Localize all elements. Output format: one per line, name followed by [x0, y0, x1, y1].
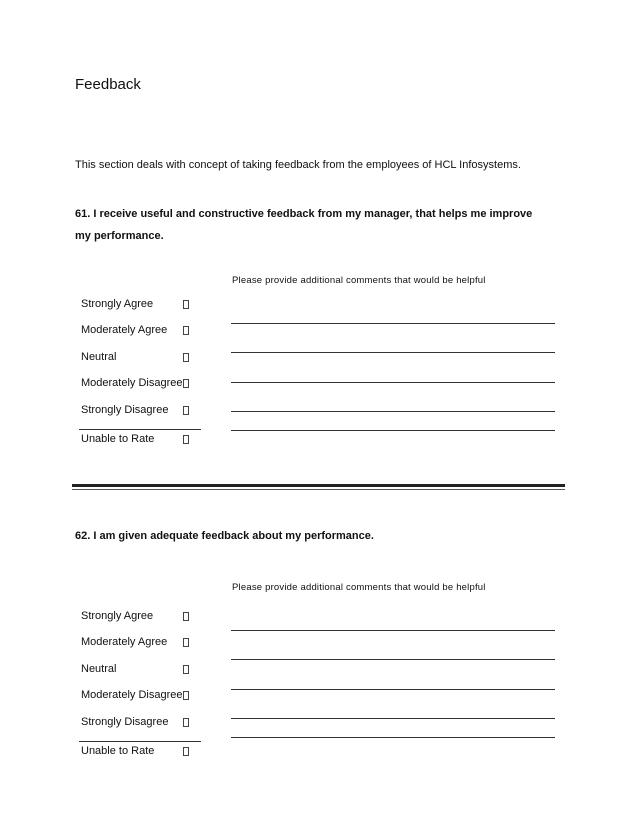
- q61-checkbox-moderately-disagree[interactable]: [183, 379, 189, 388]
- q61-option-strongly-agree: Strongly Agree: [81, 298, 154, 310]
- q62-option-moderately-disagree: Moderately Disagree: [81, 689, 183, 701]
- section-divider-thick: [72, 484, 565, 487]
- q61-checkbox-unable-to-rate[interactable]: [183, 435, 189, 444]
- q61-checkbox-strongly-disagree[interactable]: [183, 406, 189, 415]
- q62-comment-line-5[interactable]: [231, 737, 555, 738]
- q62-comment-line-4[interactable]: [231, 718, 555, 719]
- q61-comment-line-2[interactable]: [231, 352, 555, 353]
- q61-option-moderately-disagree: Moderately Disagree: [81, 377, 183, 389]
- section-intro: This section deals with concept of taking feedback from the employees of HCL Infosystems.: [75, 159, 521, 171]
- q62-option-moderately-agree: Moderately Agree: [81, 636, 168, 648]
- q62-checkbox-strongly-disagree[interactable]: [183, 718, 189, 727]
- q62-comment-line-1[interactable]: [231, 630, 555, 631]
- section-heading: Feedback: [75, 76, 141, 93]
- q62-checkbox-moderately-agree[interactable]: [183, 638, 189, 647]
- q62-comment-line-3[interactable]: [231, 689, 555, 690]
- q61-comment-line-4[interactable]: [231, 411, 555, 412]
- q62-option-neutral: Neutral: [81, 663, 117, 675]
- q62-checkbox-neutral[interactable]: [183, 665, 189, 674]
- question-62-comment-prompt: Please provide additional comments that would be helpful: [232, 582, 486, 593]
- question-61-title: 61. I receive useful and constructive feedback from my manager, that helps me improve my performance.: [75, 208, 533, 242]
- q61-option-moderately-agree: Moderately Agree: [81, 324, 168, 336]
- q61-comment-line-3[interactable]: [231, 382, 555, 383]
- section-divider-thin: [72, 489, 565, 490]
- q61-option-strongly-disagree: Strongly Disagree: [81, 404, 169, 416]
- q61-checkbox-moderately-agree[interactable]: [183, 326, 189, 335]
- q62-option-separator: [79, 741, 201, 742]
- q61-option-separator: [79, 429, 201, 430]
- q62-option-strongly-agree: Strongly Agree: [81, 610, 154, 622]
- q62-option-unable-to-rate: Unable to Rate: [81, 745, 155, 757]
- q62-checkbox-moderately-disagree[interactable]: [183, 691, 189, 700]
- q61-comment-line-1[interactable]: [231, 323, 555, 324]
- q62-checkbox-unable-to-rate[interactable]: [183, 747, 189, 756]
- q61-checkbox-neutral[interactable]: [183, 353, 189, 362]
- q62-comment-line-2[interactable]: [231, 659, 555, 660]
- question-61-comment-prompt: Please provide additional comments that would be helpful: [232, 275, 486, 286]
- q61-checkbox-strongly-agree[interactable]: [183, 300, 189, 309]
- q62-checkbox-strongly-agree[interactable]: [183, 612, 189, 621]
- q61-comment-line-5[interactable]: [231, 430, 555, 431]
- question-62-title: 62. I am given adequate feedback about my performance.: [75, 530, 374, 542]
- q61-option-neutral: Neutral: [81, 351, 117, 363]
- q62-option-strongly-disagree: Strongly Disagree: [81, 716, 169, 728]
- q61-option-unable-to-rate: Unable to Rate: [81, 433, 155, 445]
